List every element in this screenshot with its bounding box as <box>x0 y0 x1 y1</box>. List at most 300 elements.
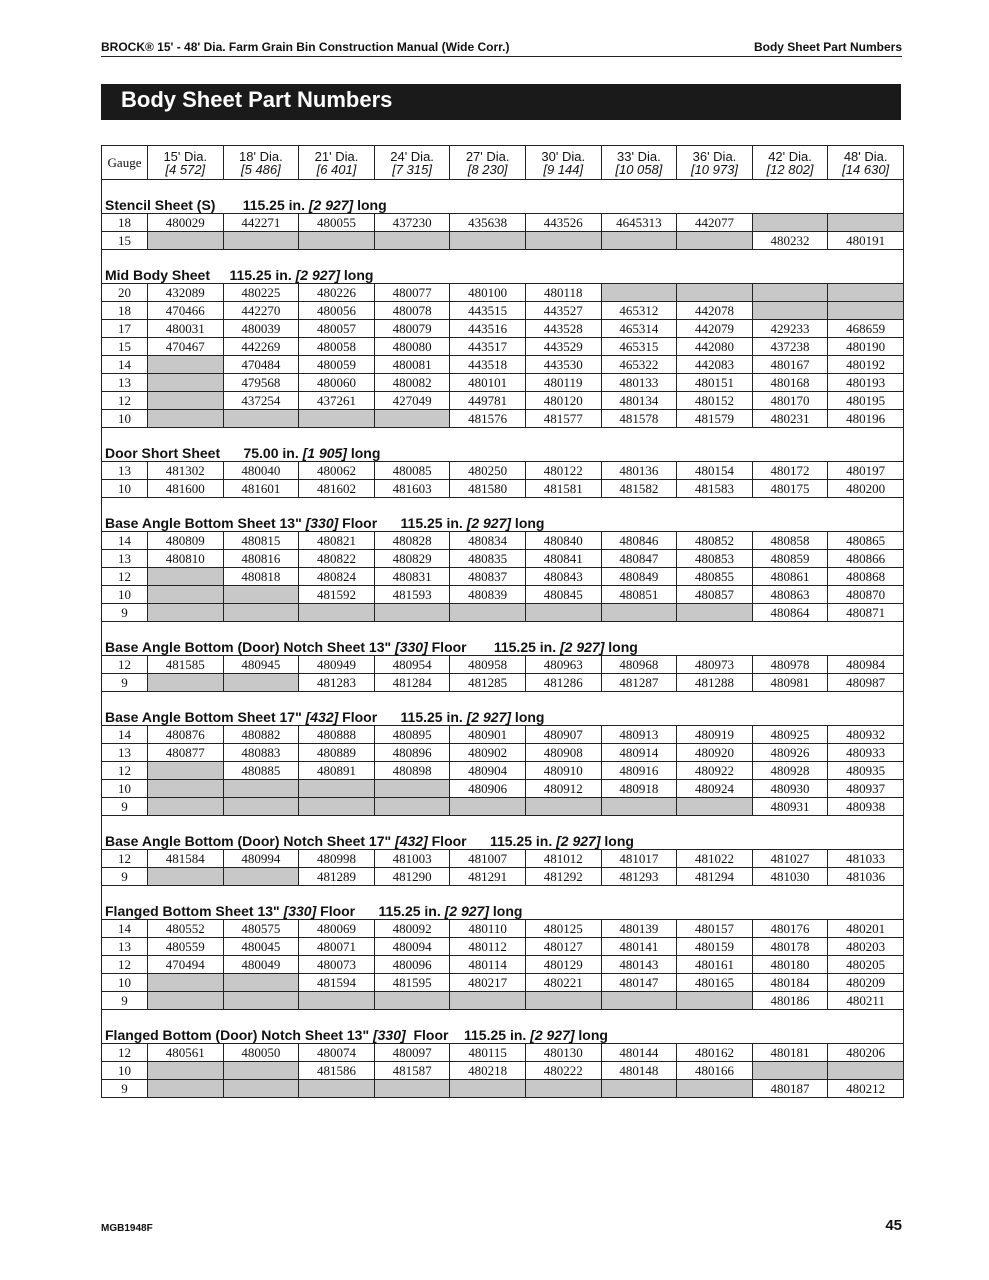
part-number-cell: 481288 <box>677 674 753 692</box>
gauge-cell: 13 <box>102 938 148 956</box>
part-number-cell: 480139 <box>601 920 677 938</box>
part-number-cell: 480226 <box>299 284 375 302</box>
part-number-cell: 480561 <box>148 1044 224 1062</box>
table-row <box>102 568 904 586</box>
part-number-cell: 480122 <box>525 462 601 480</box>
part-number-cell: 480055 <box>299 214 375 232</box>
diameter-label: 33' Dia. <box>617 148 661 164</box>
part-number-cell: 480938 <box>828 798 904 816</box>
diameter-label: 48' Dia. <box>843 148 888 164</box>
part-number-cell: 480865 <box>828 532 904 550</box>
diameter-metric: [8 230] <box>467 161 508 177</box>
part-number-cell: 480231 <box>752 410 828 428</box>
table-row <box>102 532 904 550</box>
diameter-label: 27' Dia. <box>465 148 510 164</box>
gauge-cell: 13 <box>102 744 148 762</box>
part-number-cell: 481592 <box>299 586 375 604</box>
part-number-cell <box>374 1080 450 1098</box>
part-number-cell <box>677 232 753 250</box>
part-number-cell: 481593 <box>374 586 450 604</box>
part-number-cell: 480810 <box>148 550 224 568</box>
part-number-cell <box>752 1062 828 1080</box>
part-number-cell: 480821 <box>299 532 375 550</box>
part-number-cell: 480888 <box>299 726 375 744</box>
part-number-cell: 480082 <box>374 374 450 392</box>
part-number-cell: 480058 <box>299 338 375 356</box>
part-number-cell <box>828 284 904 302</box>
part-number-cell: 480824 <box>299 568 375 586</box>
part-number-cell: 480907 <box>525 726 601 744</box>
title-bar <box>101 84 901 120</box>
section-title <box>102 441 904 462</box>
part-number-cell: 481284 <box>374 674 450 692</box>
gauge-cell: 14 <box>102 356 148 374</box>
part-number-cell <box>374 798 450 816</box>
gauge-cell: 10 <box>102 480 148 498</box>
part-number-cell <box>601 232 677 250</box>
part-number-cell: 480148 <box>601 1062 677 1080</box>
part-number-cell: 470467 <box>148 338 224 356</box>
part-number-cell: 480190 <box>828 338 904 356</box>
part-number-cell: 481017 <box>601 850 677 868</box>
section-title-part: [432] <box>305 709 339 725</box>
section-title-part: [2 927] <box>295 267 340 283</box>
part-number-cell: 480081 <box>374 356 450 374</box>
part-number-cell: 442270 <box>223 302 299 320</box>
section-title-part: Base Angle Bottom (Door) Notch Sheet 13" <box>105 639 396 655</box>
part-number-cell: 480217 <box>450 974 526 992</box>
part-number-cell: 480855 <box>677 568 753 586</box>
table-row <box>102 604 904 622</box>
table-row <box>102 956 904 974</box>
part-number-cell: 480908 <box>525 744 601 762</box>
part-number-cell: 480863 <box>752 586 828 604</box>
gauge-cell: 17 <box>102 320 148 338</box>
part-number-cell: 480920 <box>677 744 753 762</box>
part-number-cell: 480828 <box>374 532 450 550</box>
part-numbers-table <box>101 145 904 1098</box>
part-number-cell: 481600 <box>148 480 224 498</box>
section-title-part: Base Angle Bottom (Door) Notch Sheet 17" <box>105 833 396 849</box>
part-number-cell: 480883 <box>223 744 299 762</box>
part-number-cell: 480110 <box>450 920 526 938</box>
table-row <box>102 656 904 674</box>
part-number-cell <box>450 798 526 816</box>
part-number-cell: 480062 <box>299 462 375 480</box>
part-number-cell: 480876 <box>148 726 224 744</box>
section-title-part: Floor 115.25 in. <box>338 515 467 531</box>
part-number-cell: 480877 <box>148 744 224 762</box>
part-number-cell: 465312 <box>601 302 677 320</box>
part-number-cell: 481601 <box>223 480 299 498</box>
part-number-cell <box>828 1062 904 1080</box>
section-title-part: [2 927] <box>560 639 605 655</box>
part-number-cell: 481287 <box>601 674 677 692</box>
part-number-cell <box>677 604 753 622</box>
gauge-cell: 10 <box>102 410 148 428</box>
gauge-header: Gauge <box>102 146 148 180</box>
part-number-cell: 437261 <box>299 392 375 410</box>
part-number-cell: 481286 <box>525 674 601 692</box>
gauge-cell: 10 <box>102 1062 148 1080</box>
part-number-cell: 480154 <box>677 462 753 480</box>
part-number-cell: 481012 <box>525 850 601 868</box>
part-number-cell: 480167 <box>752 356 828 374</box>
diameter-header <box>374 146 450 180</box>
part-number-cell: 442079 <box>677 320 753 338</box>
part-number-cell: 465322 <box>601 356 677 374</box>
part-number-cell: 480910 <box>525 762 601 780</box>
part-number-cell: 470484 <box>223 356 299 374</box>
diameter-metric: [10 058] <box>615 161 663 177</box>
part-number-cell <box>148 674 224 692</box>
part-number-cell: 480864 <box>752 604 828 622</box>
part-number-cell: 480843 <box>525 568 601 586</box>
section-title-row <box>102 899 904 920</box>
part-number-cell: 427049 <box>374 392 450 410</box>
part-number-cell <box>677 1080 753 1098</box>
part-number-cell: 4645313 <box>601 214 677 232</box>
part-number-cell: 480119 <box>525 374 601 392</box>
gauge-cell: 10 <box>102 974 148 992</box>
part-number-cell: 480926 <box>752 744 828 762</box>
part-number-cell: 470494 <box>148 956 224 974</box>
part-number-cell: 480151 <box>677 374 753 392</box>
part-number-cell: 480858 <box>752 532 828 550</box>
section-title-row <box>102 441 904 462</box>
part-number-cell: 480232 <box>752 232 828 250</box>
part-number-cell: 442271 <box>223 214 299 232</box>
part-number-cell: 480984 <box>828 656 904 674</box>
diameter-header <box>677 146 753 180</box>
diameter-label: 42' Dia. <box>768 148 812 164</box>
part-number-cell <box>148 1080 224 1098</box>
gauge-cell: 13 <box>102 374 148 392</box>
part-number-cell <box>223 604 299 622</box>
part-number-cell: 480225 <box>223 284 299 302</box>
part-number-cell: 480895 <box>374 726 450 744</box>
part-number-cell: 480039 <box>223 320 299 338</box>
part-number-cell <box>601 798 677 816</box>
section-title-part: long <box>511 515 545 531</box>
part-number-cell: 481603 <box>374 480 450 498</box>
section-title-part: long <box>600 833 634 849</box>
part-number-cell: 481577 <box>525 410 601 428</box>
part-number-cell: 480143 <box>601 956 677 974</box>
part-number-cell <box>450 232 526 250</box>
diameter-header <box>525 146 601 180</box>
diameter-metric: [14 630] <box>842 161 890 177</box>
part-number-cell: 480218 <box>450 1062 526 1080</box>
part-number-cell <box>525 992 601 1010</box>
part-number-cell: 480840 <box>525 532 601 550</box>
gauge-cell: 14 <box>102 920 148 938</box>
section-title-part: [2 927] <box>530 1027 575 1043</box>
diameter-metric: [7 315] <box>392 161 432 177</box>
part-number-cell: 480818 <box>223 568 299 586</box>
part-number-cell <box>828 214 904 232</box>
part-number-cell: 443515 <box>450 302 526 320</box>
diameter-label: 18' Dia. <box>239 148 283 164</box>
section-title-part: Floor 115.25 in. <box>427 833 557 849</box>
section-title-part: Stencil Sheet (S) 115.25 in. <box>105 197 309 213</box>
part-number-cell: 480914 <box>601 744 677 762</box>
section-title-part: long <box>511 709 545 725</box>
part-number-cell <box>223 798 299 816</box>
part-number-cell: 480853 <box>677 550 753 568</box>
part-number-cell <box>374 232 450 250</box>
diameter-header <box>828 146 904 180</box>
part-number-cell: 480141 <box>601 938 677 956</box>
part-number-cell: 480896 <box>374 744 450 762</box>
part-number-cell: 480186 <box>752 992 828 1010</box>
section-title-row <box>102 1023 904 1044</box>
part-number-cell <box>525 1080 601 1098</box>
section-title-row <box>102 705 904 726</box>
diameter-label: 30' Dia. <box>541 148 586 164</box>
part-number-cell <box>299 232 375 250</box>
part-number-cell <box>677 992 753 1010</box>
part-number-cell <box>601 992 677 1010</box>
gauge-cell: 10 <box>102 780 148 798</box>
spacer-cell <box>102 1010 904 1024</box>
section-title-row <box>102 829 904 850</box>
part-number-cell: 481576 <box>450 410 526 428</box>
part-number-cell: 443527 <box>525 302 601 320</box>
section-title <box>102 899 904 920</box>
part-number-cell: 480916 <box>601 762 677 780</box>
gauge-cell: 12 <box>102 1044 148 1062</box>
diameter-header <box>601 146 677 180</box>
section-title-part: [432] <box>395 833 428 849</box>
diameter-label: 24' Dia. <box>390 148 434 164</box>
table-row <box>102 674 904 692</box>
part-number-cell: 480125 <box>525 920 601 938</box>
part-number-cell: 480060 <box>299 374 375 392</box>
part-number-cell: 435638 <box>450 214 526 232</box>
part-number-cell <box>299 780 375 798</box>
part-number-cell: 481285 <box>450 674 526 692</box>
part-number-cell: 480575 <box>223 920 299 938</box>
table-row <box>102 356 904 374</box>
gauge-cell: 12 <box>102 392 148 410</box>
part-number-cell <box>601 604 677 622</box>
part-number-cell: 480029 <box>148 214 224 232</box>
section-title-part: long <box>489 903 523 919</box>
part-number-cell: 479568 <box>223 374 299 392</box>
part-number-cell: 480913 <box>601 726 677 744</box>
spacer-cell <box>102 816 904 830</box>
part-number-cell: 443516 <box>450 320 526 338</box>
part-number-cell: 480134 <box>601 392 677 410</box>
part-number-cell: 480136 <box>601 462 677 480</box>
part-number-cell <box>601 284 677 302</box>
section-title-part: [2 927] <box>466 709 512 725</box>
table-row <box>102 462 904 480</box>
diameter-metric: [5 486] <box>241 161 281 177</box>
part-number-cell: 480197 <box>828 462 904 480</box>
section-title-row <box>102 263 904 284</box>
part-number-cell: 480159 <box>677 938 753 956</box>
gauge-cell: 9 <box>102 674 148 692</box>
gauge-cell: 13 <box>102 550 148 568</box>
part-number-cell: 480885 <box>223 762 299 780</box>
part-number-cell: 480031 <box>148 320 224 338</box>
part-number-cell: 480157 <box>677 920 753 938</box>
part-number-cell: 480073 <box>299 956 375 974</box>
part-number-cell: 480998 <box>299 850 375 868</box>
section-spacer <box>102 1010 904 1024</box>
part-number-cell: 480172 <box>752 462 828 480</box>
table-row <box>102 392 904 410</box>
spacer-cell <box>102 428 904 442</box>
part-number-cell <box>299 798 375 816</box>
part-number-cell: 480902 <box>450 744 526 762</box>
part-number-cell: 481587 <box>374 1062 450 1080</box>
section-title-part: [1 905] <box>302 445 347 461</box>
part-number-cell: 480209 <box>828 974 904 992</box>
page-header <box>101 40 902 57</box>
page-number: 45 <box>885 1217 902 1234</box>
part-number-cell <box>299 1080 375 1098</box>
part-number-cell: 443518 <box>450 356 526 374</box>
part-number-cell <box>223 974 299 992</box>
part-number-cell: 480094 <box>374 938 450 956</box>
diameter-header <box>752 146 828 180</box>
part-number-cell: 480963 <box>525 656 601 674</box>
part-number-cell: 429233 <box>752 320 828 338</box>
table-row <box>102 232 904 250</box>
part-number-cell <box>677 798 753 816</box>
part-number-cell <box>525 232 601 250</box>
part-number-cell: 481578 <box>601 410 677 428</box>
part-number-cell <box>148 374 224 392</box>
part-number-cell: 481294 <box>677 868 753 886</box>
part-number-cell: 442269 <box>223 338 299 356</box>
part-number-cell: 481030 <box>752 868 828 886</box>
table-row <box>102 302 904 320</box>
section-title <box>102 635 904 656</box>
part-number-cell: 480837 <box>450 568 526 586</box>
table-row <box>102 284 904 302</box>
part-number-cell: 480937 <box>828 780 904 798</box>
part-number-cell <box>223 1062 299 1080</box>
table-row <box>102 992 904 1010</box>
part-number-cell: 481583 <box>677 480 753 498</box>
part-number-cell <box>148 586 224 604</box>
section-spacer <box>102 428 904 442</box>
part-number-cell: 481007 <box>450 850 526 868</box>
part-number-cell: 481595 <box>374 974 450 992</box>
part-number-cell: 480932 <box>828 726 904 744</box>
part-number-cell: 480115 <box>450 1044 526 1062</box>
part-number-cell: 480834 <box>450 532 526 550</box>
table-row <box>102 974 904 992</box>
gauge-cell: 10 <box>102 586 148 604</box>
table-row <box>102 780 904 798</box>
part-number-cell: 480196 <box>828 410 904 428</box>
gauge-cell: 12 <box>102 656 148 674</box>
part-number-cell <box>828 302 904 320</box>
part-number-cell: 480945 <box>223 656 299 674</box>
part-number-cell <box>223 586 299 604</box>
part-number-cell: 480074 <box>299 1044 375 1062</box>
part-number-cell: 480114 <box>450 956 526 974</box>
part-number-cell: 481582 <box>601 480 677 498</box>
spacer-cell <box>102 692 904 706</box>
gauge-cell: 18 <box>102 302 148 320</box>
part-number-cell: 480898 <box>374 762 450 780</box>
section-title-part: Floor 115.25 in. <box>427 639 561 655</box>
part-number-cell: 480181 <box>752 1044 828 1062</box>
page-title: Body Sheet Part Numbers <box>121 87 393 112</box>
gauge-cell: 12 <box>102 568 148 586</box>
part-number-cell: 480981 <box>752 674 828 692</box>
table-row <box>102 920 904 938</box>
table-row <box>102 586 904 604</box>
gauge-cell: 14 <box>102 726 148 744</box>
part-number-cell: 480221 <box>525 974 601 992</box>
table-row <box>102 726 904 744</box>
section-spacer <box>102 692 904 706</box>
table-row <box>102 214 904 232</box>
part-number-cell: 480552 <box>148 920 224 938</box>
section-title-part: [330] <box>283 903 317 919</box>
part-number-cell: 480096 <box>374 956 450 974</box>
part-number-cell: 480168 <box>752 374 828 392</box>
part-number-cell: 481579 <box>677 410 753 428</box>
part-number-cell: 481585 <box>148 656 224 674</box>
part-number-cell <box>148 356 224 374</box>
part-number-cell: 480958 <box>450 656 526 674</box>
section-title-row <box>102 193 904 214</box>
section-title-part: Floor 115.25 in. <box>405 1027 531 1043</box>
part-number-cell: 480069 <box>299 920 375 938</box>
section-title-part: [330] <box>395 639 428 655</box>
section-title-part: Flanged Bottom (Door) Notch Sheet 13" <box>105 1027 373 1043</box>
part-number-cell: 480085 <box>374 462 450 480</box>
part-number-cell: 480987 <box>828 674 904 692</box>
part-number-cell: 432089 <box>148 284 224 302</box>
diameter-metric: [9 144] <box>543 161 584 177</box>
part-number-cell: 465315 <box>601 338 677 356</box>
table-row <box>102 744 904 762</box>
part-number-cell <box>223 1080 299 1098</box>
part-number-cell: 443517 <box>450 338 526 356</box>
part-number-cell: 480078 <box>374 302 450 320</box>
table-row <box>102 762 904 780</box>
part-number-cell <box>525 604 601 622</box>
part-number-cell: 480133 <box>601 374 677 392</box>
part-number-cell <box>148 798 224 816</box>
part-number-cell: 480847 <box>601 550 677 568</box>
diameter-metric: [4 572] <box>165 161 206 177</box>
part-number-cell <box>223 410 299 428</box>
gauge-cell: 9 <box>102 798 148 816</box>
part-number-cell <box>677 284 753 302</box>
section-title-part: Floor 115.25 in. <box>316 903 445 919</box>
gauge-cell: 15 <box>102 338 148 356</box>
part-number-cell: 480933 <box>828 744 904 762</box>
part-number-cell: 480101 <box>450 374 526 392</box>
part-number-cell <box>148 780 224 798</box>
part-number-cell: 442083 <box>677 356 753 374</box>
part-number-cell: 480866 <box>828 550 904 568</box>
part-number-cell: 480829 <box>374 550 450 568</box>
part-number-cell: 480057 <box>299 320 375 338</box>
section-title-part: Mid Body Sheet 115.25 in. <box>105 267 296 283</box>
section-title-part: [330] <box>305 515 339 531</box>
